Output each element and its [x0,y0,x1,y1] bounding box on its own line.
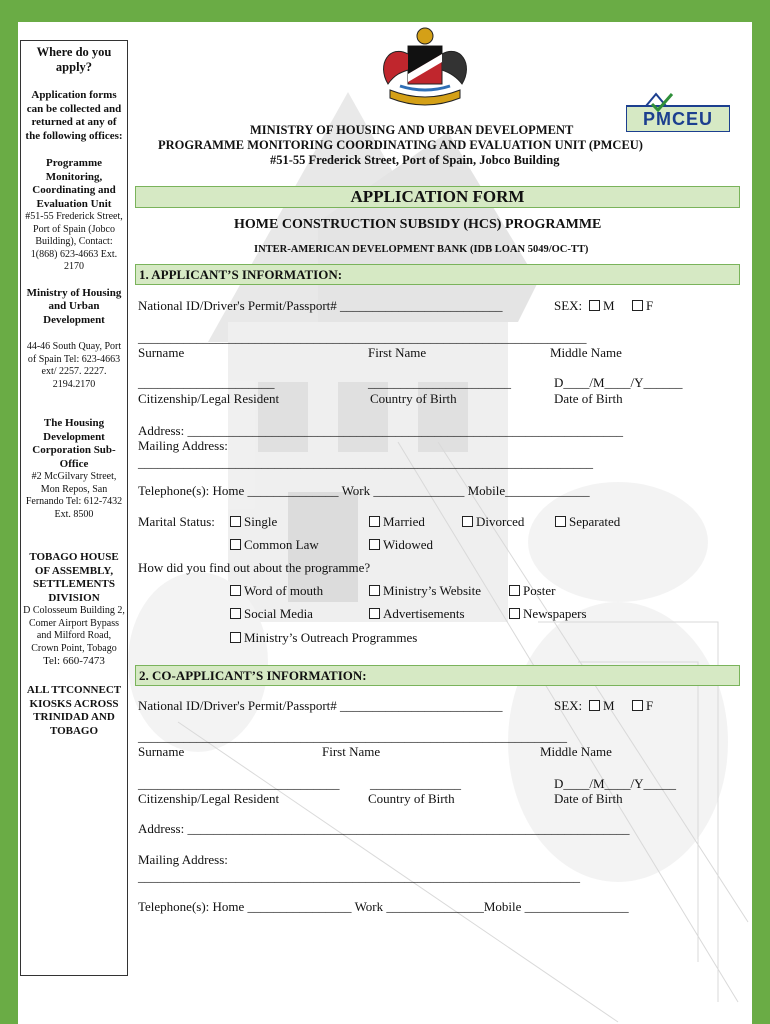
checkbox-label: Common Law [244,537,319,552]
checkbox[interactable] [509,585,520,596]
dob-field[interactable]: D____/M____/Y______ [554,375,683,390]
surname-label: Surname [138,744,185,759]
applicant-id-field[interactable]: National ID/Driver's Permit/Passport# _________________________ [138,298,503,313]
checkbox[interactable] [589,300,600,311]
marital-widowed[interactable] [369,537,433,553]
office-name: Programme Monitoring, Coordinating and Evaluation Unit [32,157,116,210]
office-name: Ministry of Housing and Urban Development [26,286,122,326]
marital-single[interactable] [230,514,277,530]
applicant-sex-male[interactable] [589,298,615,314]
applicant-section-title: 1. APPLICANT’S INFORMATION: [139,267,343,282]
checkbox[interactable] [230,516,241,527]
middle-name-label: Middle Name [550,345,622,360]
checkbox[interactable] [369,516,380,527]
coapplicant-address-field[interactable]: Address: ____________________________________________________________________ [138,821,630,836]
office-address: #51-55 Frederick Street, Port of Spain (Jobco Building), Contact: 1(868) 623-4663 Ext. 2170 [25,211,123,272]
source-social-media[interactable] [230,606,313,622]
marital-married[interactable] [369,514,425,530]
applicant-sex-female[interactable] [632,298,653,314]
applicant-sex-label: SEX: [554,298,583,313]
coapplicant-country-field[interactable]: ______________ [370,776,461,791]
coapplicant-telephone-field[interactable]: Telephone(s): Home ________________ Work _______________Mobile ________________ [138,899,629,914]
programme-title: HOME CONSTRUCTION SUBSIDY (HCS) PROGRAMME [234,217,602,232]
office-name: TOBAGO HOUSE OF ASSEMBLY, SETTLEMENTS DIVISION [29,551,119,604]
checkbox-label: Word of mouth [244,583,324,598]
checkbox-label: Divorced [476,514,525,529]
coapplicant-sex-male[interactable] [589,698,615,714]
checkbox[interactable] [369,539,380,550]
checkbox-label: Ministry’s Website [383,583,482,598]
unit-address: #51-55 Frederick Street, Port of Spain, Jobco Building [270,153,560,167]
citizenship-label: Citizenship/Legal Resident [138,791,280,806]
office-address: 44-46 South Quay, Port of Spain Tel: 623-4663 ext/ 2257. 2227. 2194.2170 [26,341,122,390]
marital-separated[interactable] [555,514,620,530]
mailing-address-label: Mailing Address: [138,852,228,867]
checkbox-label: M [603,698,615,713]
source-outreach[interactable] [230,630,417,646]
marital-common-law[interactable] [230,537,319,553]
checkbox[interactable] [230,539,241,550]
checkbox[interactable] [589,700,600,711]
middle-name-label: Middle Name [540,744,612,759]
source-newspapers[interactable] [509,606,587,622]
checkbox-label: Separated [569,514,621,529]
source-word-of-mouth[interactable] [230,583,323,599]
country-field[interactable]: ______________________ [368,375,511,390]
form-title: APPLICATION FORM [135,186,740,208]
checkbox-label: Ministry’s Outreach Programmes [244,630,418,645]
source-website[interactable] [369,583,481,599]
checkbox[interactable] [555,516,566,527]
citizenship-label: Citizenship/Legal Resident [138,391,280,406]
coapplicant-name-line[interactable]: __________________________________________________________________ [138,729,567,744]
coapplicant-id-field[interactable]: National ID/Driver's Permit/Passport# _________________________ [138,698,503,713]
checkbox[interactable] [632,700,643,711]
checkbox[interactable] [230,585,241,596]
checkbox-label: Newspapers [523,606,587,621]
coapplicant-mailing-field[interactable]: ____________________________________________________________________ [138,869,580,884]
applicant-name-line[interactable]: _____________________________________________________________________ [138,330,587,345]
coapplicant-citizenship-field[interactable]: _______________________________ [138,776,340,791]
loan-title: INTER-AMERICAN DEVELOPMENT BANK (IDB LOAN 5049/OC-TT) [254,244,589,255]
coapplicant-sex-label: SEX: [554,698,583,713]
office-name: The Housing Development Corporation Sub-Office [32,417,116,470]
telephone-field[interactable]: Telephone(s): Home ______________ Work ______________ Mobile_____________ [138,483,590,498]
country-label: Country of Birth [368,791,455,806]
citizenship-field[interactable]: _____________________ [138,375,275,390]
office-address: D Colosseum Building 2, Comer Airport Bypass and Milford Road, Crown Point, Tobago [23,605,125,654]
source-advertisements[interactable] [369,606,465,622]
checkbox-label: F [646,698,654,713]
mailing-address-field[interactable]: ______________________________________________________________________ [138,455,593,470]
office-name: ALL TTCONNECT KIOSKS ACROSS TRINIDAD AND TOBAGO [26,684,122,737]
marital-status-label: Marital Status: [138,514,215,529]
checkbox-label: Widowed [383,537,434,552]
dob-label: Date of Birth [554,791,623,806]
unit-name: PROGRAMME MONITORING COORDINATING AND EVALUATION UNIT (PMCEU) [158,138,643,152]
checkbox-label: Poster [523,583,556,598]
coapplicant-section-title: 2. CO-APPLICANT’S INFORMATION: [139,668,367,683]
checkbox-label: Single [244,514,278,529]
marital-divorced[interactable] [462,514,524,530]
pmceu-logo-text: PMCEU [642,109,713,129]
office-address: #2 McGilvary Street, Mon Repos, San Fernando Tel: 612-7432 Ext. 8500 [25,471,123,520]
checkbox-label: F [646,298,654,313]
coapplicant-sex-female[interactable] [632,698,653,714]
address-field[interactable]: Address: ___________________________________________________________________ [138,423,623,438]
first-name-label: First Name [322,744,381,759]
checkbox[interactable] [369,608,380,619]
checkbox[interactable] [632,300,643,311]
country-label: Country of Birth [370,391,457,406]
checkbox-label: Social Media [244,606,313,621]
coapplicant-dob-field[interactable]: D____/M____/Y_____ [554,776,677,791]
mailing-address-label: Mailing Address: [138,438,228,453]
surname-label: Surname [138,345,185,360]
coat-of-arms-icon [370,24,480,114]
checkbox-label: Advertisements [383,606,465,621]
sidebar-intro: Application forms can be collected and returned at any of the following offices: [25,89,123,142]
find-out-question: How did you find out about the programme? [138,560,371,575]
checkbox[interactable] [230,608,241,619]
sidebar-heading: Where do you apply? [36,45,112,74]
checkbox[interactable] [462,516,473,527]
checkbox[interactable] [230,632,241,643]
dob-label: Date of Birth [554,391,623,406]
checkbox-label: Married [383,514,425,529]
source-poster[interactable] [509,583,556,599]
first-name-label: First Name [368,345,427,360]
office-phone: Tel: 660-7473 [43,655,105,667]
ministry-name: MINISTRY OF HOUSING AND URBAN DEVELOPMENT [250,123,574,137]
office-locations-sidebar [20,40,128,976]
checkbox-label: M [603,298,615,313]
checkbox[interactable] [369,585,380,596]
checkbox[interactable] [509,608,520,619]
pmceu-logo [626,92,730,132]
form-page [18,22,752,1024]
